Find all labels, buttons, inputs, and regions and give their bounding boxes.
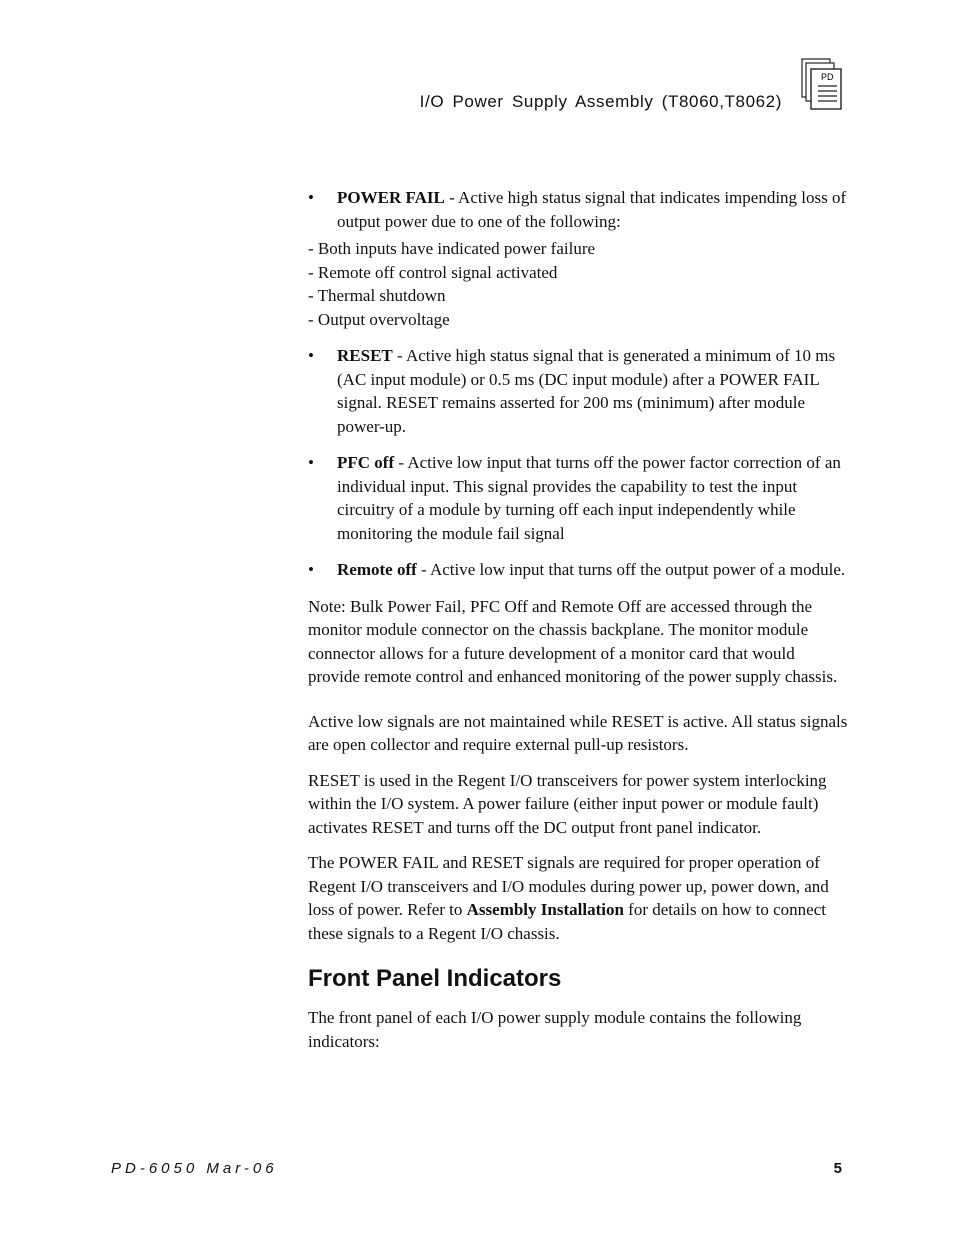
bullet-remote-off — [308, 558, 848, 582]
section-heading: Front Panel Indicators — [308, 965, 562, 992]
power-fail-description: - Active high status signal that indicates impending loss of output power due to one of the following: — [337, 188, 847, 231]
assembly-installation-reference: Assembly Installation — [466, 900, 624, 919]
list-item: - Output overvoltage — [308, 309, 450, 329]
list-item: - Remote off control signal activated — [308, 262, 558, 282]
list-item: - Thermal shutdown — [308, 286, 446, 305]
pd-document-logo — [801, 58, 843, 110]
section-intro-paragraph: The front panel of each I/O power supply module contains the following indicators: — [308, 1008, 802, 1051]
note-paragraph: Note: Bulk Power Fail, PFC Off and Remote Off are accessed through the monitor module connector on the chassis backplane. The monitor module connector allows for a future development of a monitor card that would provide remote control and enhanced monitoring of the power supply chassis. — [308, 596, 838, 686]
active-low-paragraph: Active low signals are not maintained while RESET is active. All status signals are open collector and require external pull-up resistors. — [308, 711, 848, 754]
bullet-pfc-off — [308, 451, 848, 545]
paragraph-text: The POWER FAIL and RESET signals are required for proper operation of Regent I/O transceivers and I/O modules during power up, power down, and loss of power. Refer to — [308, 853, 829, 919]
running-header-title: I/O Power Supply Assembly (T8060,T8062) — [419, 92, 782, 111]
term-reset: RESET — [337, 346, 393, 365]
main-content — [308, 186, 848, 1053]
reset-usage-paragraph: RESET is used in the Regent I/O transceivers for power system interlocking within the I/O system. A power failure (either input power or module fault) activates RESET and turns off the DC output front panel indicator. — [308, 770, 827, 837]
remote-off-description: - Active low input that turns off the output power of a module. — [416, 560, 846, 579]
bullet-dot: • — [308, 188, 314, 207]
footer-document-id: PD-6050 Mar-06 — [111, 1160, 278, 1177]
term-power-fail: POWER FAIL — [337, 188, 445, 207]
logo-text: PD — [821, 72, 834, 82]
bullet-reset — [308, 344, 848, 438]
reset-description: - Active high status signal that is generated a minimum of 10 ms (AC input module) or 0.5 ms (DC input module) after a POWER FAIL signal. RESET remains asserted for 200 ms (minimum) after module power-up. — [337, 346, 836, 436]
term-remote-off: Remote off — [337, 560, 417, 579]
power-fail-reset-paragraph — [308, 851, 848, 945]
bullet-dot: • — [308, 346, 314, 365]
paragraph-text: for details on how to connect these signals to a Regent I/O chassis. — [308, 900, 826, 943]
power-fail-conditions — [308, 237, 848, 331]
list-item: - Both inputs have indicated power failure — [308, 239, 596, 258]
pfc-off-description: - Active low input that turns off the power factor correction of an individual input. This signal provides the capability to test the input circuitry of a module by turning off each input independently while monitoring the module fail signal — [337, 453, 841, 543]
term-pfc-off: PFC off — [337, 453, 395, 472]
bullet-dot: • — [308, 560, 314, 579]
bullet-dot: • — [308, 453, 314, 472]
bullet-power-fail — [308, 186, 848, 233]
page-number: 5 — [833, 1160, 842, 1177]
